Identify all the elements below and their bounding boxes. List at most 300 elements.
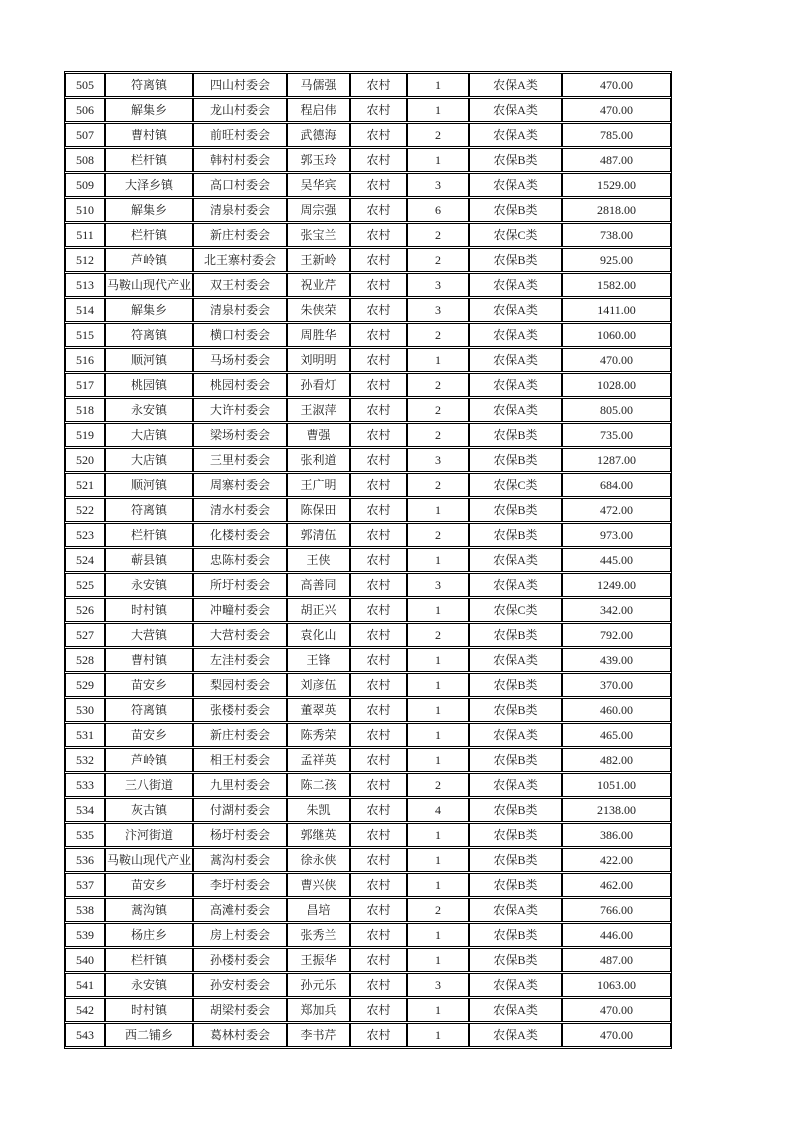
person-name-cell: 袁化山 [287, 623, 350, 647]
row-number-cell: 506 [65, 98, 105, 122]
row-number-cell: 508 [65, 148, 105, 172]
amount-cell: 462.00 [562, 873, 671, 897]
amount-cell: 805.00 [562, 398, 671, 422]
town-cell: 符离镇 [105, 73, 193, 97]
residence-type-cell: 农村 [350, 448, 407, 472]
table-row [65, 98, 671, 122]
person-count-cell: 2 [407, 423, 469, 447]
village-committee-cell: 冲疃村委会 [193, 598, 287, 622]
amount-cell: 1582.00 [562, 273, 671, 297]
table-row [65, 73, 671, 97]
residence-type-cell: 农村 [350, 523, 407, 547]
insurance-category-cell: 农保A类 [469, 998, 562, 1022]
row-number-cell: 537 [65, 873, 105, 897]
village-committee-cell: 清泉村委会 [193, 298, 287, 322]
row-number-cell: 519 [65, 423, 105, 447]
person-count-cell: 2 [407, 623, 469, 647]
row-number-cell: 542 [65, 998, 105, 1022]
row-number-cell: 534 [65, 798, 105, 822]
residence-type-cell: 农村 [350, 98, 407, 122]
town-cell: 永安镇 [105, 573, 193, 597]
village-committee-cell: 新庄村委会 [193, 723, 287, 747]
amount-cell: 470.00 [562, 1023, 671, 1047]
town-cell: 永安镇 [105, 973, 193, 997]
town-cell: 大泽乡镇 [105, 173, 193, 197]
residence-type-cell: 农村 [350, 973, 407, 997]
town-cell: 灰古镇 [105, 798, 193, 822]
village-committee-cell: 化楼村委会 [193, 523, 287, 547]
amount-cell: 422.00 [562, 848, 671, 872]
person-name-cell: 刘明明 [287, 348, 350, 372]
amount-cell: 446.00 [562, 923, 671, 947]
insurance-category-cell: 农保B类 [469, 623, 562, 647]
table-row [65, 448, 671, 472]
table-row [65, 623, 671, 647]
residence-type-cell: 农村 [350, 423, 407, 447]
insurance-category-cell: 农保C类 [469, 598, 562, 622]
person-name-cell: 祝业芹 [287, 273, 350, 297]
village-committee-cell: 大营村委会 [193, 623, 287, 647]
person-count-cell: 1 [407, 648, 469, 672]
town-cell: 蕲县镇 [105, 548, 193, 572]
amount-cell: 766.00 [562, 898, 671, 922]
residence-type-cell: 农村 [350, 798, 407, 822]
table-row [65, 348, 671, 372]
person-count-cell: 1 [407, 498, 469, 522]
insurance-category-cell: 农保A类 [469, 648, 562, 672]
residence-type-cell: 农村 [350, 348, 407, 372]
person-name-cell: 吴华宾 [287, 173, 350, 197]
person-name-cell: 武德海 [287, 123, 350, 147]
row-number-cell: 529 [65, 673, 105, 697]
residence-type-cell: 农村 [350, 298, 407, 322]
row-number-cell: 543 [65, 1023, 105, 1047]
table-row [65, 473, 671, 497]
residence-type-cell: 农村 [350, 223, 407, 247]
person-name-cell: 陈保田 [287, 498, 350, 522]
insurance-category-cell: 农保C类 [469, 223, 562, 247]
row-number-cell: 525 [65, 573, 105, 597]
amount-cell: 470.00 [562, 73, 671, 97]
person-count-cell: 2 [407, 523, 469, 547]
table-body [65, 73, 671, 1047]
amount-cell: 1287.00 [562, 448, 671, 472]
residence-type-cell: 农村 [350, 73, 407, 97]
person-name-cell: 王锋 [287, 648, 350, 672]
person-name-cell: 陈二孩 [287, 773, 350, 797]
table-row [65, 748, 671, 772]
village-committee-cell: 横口村委会 [193, 323, 287, 347]
town-cell: 时村镇 [105, 998, 193, 1022]
town-cell: 永安镇 [105, 398, 193, 422]
town-cell: 大店镇 [105, 448, 193, 472]
person-count-cell: 2 [407, 323, 469, 347]
residence-type-cell: 农村 [350, 498, 407, 522]
person-count-cell: 3 [407, 173, 469, 197]
person-count-cell: 1 [407, 998, 469, 1022]
amount-cell: 785.00 [562, 123, 671, 147]
row-number-cell: 539 [65, 923, 105, 947]
town-cell: 苗安乡 [105, 873, 193, 897]
table-row [65, 723, 671, 747]
row-number-cell: 515 [65, 323, 105, 347]
table-row [65, 123, 671, 147]
residence-type-cell: 农村 [350, 823, 407, 847]
insurance-category-cell: 农保B类 [469, 948, 562, 972]
amount-cell: 439.00 [562, 648, 671, 672]
person-name-cell: 董翠英 [287, 698, 350, 722]
amount-cell: 342.00 [562, 598, 671, 622]
amount-cell: 472.00 [562, 498, 671, 522]
row-number-cell: 526 [65, 598, 105, 622]
person-name-cell: 陈秀荣 [287, 723, 350, 747]
village-committee-cell: 四山村委会 [193, 73, 287, 97]
village-committee-cell: 三里村委会 [193, 448, 287, 472]
row-number-cell: 531 [65, 723, 105, 747]
row-number-cell: 530 [65, 698, 105, 722]
person-name-cell: 周胜华 [287, 323, 350, 347]
town-cell: 西二铺乡 [105, 1023, 193, 1047]
town-cell: 马鞍山现代产业 [105, 273, 193, 297]
row-number-cell: 505 [65, 73, 105, 97]
residence-type-cell: 农村 [350, 123, 407, 147]
table-row [65, 373, 671, 397]
village-committee-cell: 孙安村委会 [193, 973, 287, 997]
person-count-cell: 2 [407, 373, 469, 397]
town-cell: 苗安乡 [105, 723, 193, 747]
town-cell: 三八街道 [105, 773, 193, 797]
amount-cell: 792.00 [562, 623, 671, 647]
person-count-cell: 1 [407, 98, 469, 122]
town-cell: 符离镇 [105, 698, 193, 722]
person-count-cell: 1 [407, 823, 469, 847]
table-row [65, 298, 671, 322]
person-count-cell: 2 [407, 398, 469, 422]
amount-cell: 735.00 [562, 423, 671, 447]
person-name-cell: 王侠 [287, 548, 350, 572]
insurance-category-cell: 农保B类 [469, 848, 562, 872]
table-row [65, 673, 671, 697]
row-number-cell: 510 [65, 198, 105, 222]
table-row [65, 973, 671, 997]
residence-type-cell: 农村 [350, 923, 407, 947]
residence-type-cell: 农村 [350, 648, 407, 672]
village-committee-cell: 高口村委会 [193, 173, 287, 197]
person-name-cell: 张利道 [287, 448, 350, 472]
amount-cell: 1249.00 [562, 573, 671, 597]
table-row [65, 498, 671, 522]
insurance-category-cell: 农保A类 [469, 773, 562, 797]
amount-cell: 386.00 [562, 823, 671, 847]
insurance-category-cell: 农保B类 [469, 698, 562, 722]
town-cell: 时村镇 [105, 598, 193, 622]
town-cell: 解集乡 [105, 98, 193, 122]
person-name-cell: 高善同 [287, 573, 350, 597]
table-row [65, 998, 671, 1022]
residence-type-cell: 农村 [350, 848, 407, 872]
residence-type-cell: 农村 [350, 623, 407, 647]
village-committee-cell: 左洼村委会 [193, 648, 287, 672]
insurance-category-cell: 农保A类 [469, 273, 562, 297]
residence-type-cell: 农村 [350, 373, 407, 397]
village-committee-cell: 孙楼村委会 [193, 948, 287, 972]
table-row [65, 1023, 671, 1047]
insurance-category-cell: 农保B类 [469, 873, 562, 897]
village-committee-cell: 梁场村委会 [193, 423, 287, 447]
amount-cell: 460.00 [562, 698, 671, 722]
row-number-cell: 523 [65, 523, 105, 547]
amount-cell: 1063.00 [562, 973, 671, 997]
person-name-cell: 孙看灯 [287, 373, 350, 397]
town-cell: 蒿沟镇 [105, 898, 193, 922]
amount-cell: 1060.00 [562, 323, 671, 347]
person-count-cell: 1 [407, 948, 469, 972]
table-row [65, 248, 671, 272]
insurance-category-cell: 农保B类 [469, 523, 562, 547]
residence-type-cell: 农村 [350, 198, 407, 222]
amount-cell: 1028.00 [562, 373, 671, 397]
table-row [65, 798, 671, 822]
person-count-cell: 1 [407, 1023, 469, 1047]
amount-cell: 738.00 [562, 223, 671, 247]
village-committee-cell: 胡梁村委会 [193, 998, 287, 1022]
row-number-cell: 517 [65, 373, 105, 397]
person-count-cell: 1 [407, 698, 469, 722]
village-committee-cell: 马场村委会 [193, 348, 287, 372]
insurance-category-cell: 农保B类 [469, 248, 562, 272]
table-row [65, 823, 671, 847]
village-committee-cell: 前旺村委会 [193, 123, 287, 147]
insurance-category-cell: 农保A类 [469, 348, 562, 372]
table-row [65, 223, 671, 247]
amount-cell: 445.00 [562, 548, 671, 572]
person-name-cell: 张宝兰 [287, 223, 350, 247]
table-row [65, 773, 671, 797]
amount-cell: 470.00 [562, 98, 671, 122]
village-committee-cell: 清水村委会 [193, 498, 287, 522]
table-row [65, 848, 671, 872]
village-committee-cell: 龙山村委会 [193, 98, 287, 122]
town-cell: 汴河街道 [105, 823, 193, 847]
village-committee-cell: 忠陈村委会 [193, 548, 287, 572]
town-cell: 符离镇 [105, 498, 193, 522]
town-cell: 大营镇 [105, 623, 193, 647]
insurance-category-cell: 农保A类 [469, 898, 562, 922]
town-cell: 杨庄乡 [105, 923, 193, 947]
town-cell: 桃园镇 [105, 373, 193, 397]
person-name-cell: 周宗强 [287, 198, 350, 222]
row-number-cell: 512 [65, 248, 105, 272]
row-number-cell: 536 [65, 848, 105, 872]
person-count-cell: 6 [407, 198, 469, 222]
residence-type-cell: 农村 [350, 748, 407, 772]
town-cell: 芦岭镇 [105, 248, 193, 272]
person-name-cell: 曹强 [287, 423, 350, 447]
residence-type-cell: 农村 [350, 673, 407, 697]
amount-cell: 684.00 [562, 473, 671, 497]
person-count-cell: 4 [407, 798, 469, 822]
village-committee-cell: 高滩村委会 [193, 898, 287, 922]
row-number-cell: 516 [65, 348, 105, 372]
insurance-category-cell: 农保A类 [469, 398, 562, 422]
person-name-cell: 王广明 [287, 473, 350, 497]
table-row [65, 523, 671, 547]
table-row [65, 423, 671, 447]
row-number-cell: 535 [65, 823, 105, 847]
person-count-cell: 3 [407, 298, 469, 322]
residence-type-cell: 农村 [350, 473, 407, 497]
insurance-category-cell: 农保A类 [469, 173, 562, 197]
person-name-cell: 朱侠荣 [287, 298, 350, 322]
table-row [65, 873, 671, 897]
residence-type-cell: 农村 [350, 548, 407, 572]
table-row [65, 398, 671, 422]
insurance-category-cell: 农保B类 [469, 798, 562, 822]
insurance-category-cell: 农保A类 [469, 298, 562, 322]
table-row [65, 573, 671, 597]
person-count-cell: 1 [407, 73, 469, 97]
residence-type-cell: 农村 [350, 998, 407, 1022]
insurance-category-cell: 农保B类 [469, 673, 562, 697]
person-count-cell: 2 [407, 223, 469, 247]
village-committee-cell: 梨园村委会 [193, 673, 287, 697]
row-number-cell: 513 [65, 273, 105, 297]
residence-type-cell: 农村 [350, 898, 407, 922]
residence-type-cell: 农村 [350, 598, 407, 622]
person-name-cell: 曹兴侠 [287, 873, 350, 897]
person-name-cell: 王淑萍 [287, 398, 350, 422]
amount-cell: 973.00 [562, 523, 671, 547]
amount-cell: 925.00 [562, 248, 671, 272]
insurance-category-cell: 农保B类 [469, 823, 562, 847]
insurance-category-cell: 农保A类 [469, 73, 562, 97]
insurance-category-cell: 农保B类 [469, 498, 562, 522]
amount-cell: 470.00 [562, 998, 671, 1022]
person-count-cell: 1 [407, 598, 469, 622]
person-count-cell: 2 [407, 473, 469, 497]
village-committee-cell: 杨圩村委会 [193, 823, 287, 847]
row-number-cell: 540 [65, 948, 105, 972]
row-number-cell: 511 [65, 223, 105, 247]
town-cell: 顺河镇 [105, 473, 193, 497]
person-name-cell: 程启伟 [287, 98, 350, 122]
village-committee-cell: 桃园村委会 [193, 373, 287, 397]
village-committee-cell: 李圩村委会 [193, 873, 287, 897]
village-committee-cell: 房上村委会 [193, 923, 287, 947]
person-count-cell: 3 [407, 273, 469, 297]
village-committee-cell: 所圩村委会 [193, 573, 287, 597]
residence-type-cell: 农村 [350, 248, 407, 272]
village-committee-cell: 新庄村委会 [193, 223, 287, 247]
table-row [65, 148, 671, 172]
row-number-cell: 509 [65, 173, 105, 197]
person-count-cell: 1 [407, 873, 469, 897]
residence-type-cell: 农村 [350, 148, 407, 172]
amount-cell: 487.00 [562, 148, 671, 172]
insurance-category-cell: 农保A类 [469, 373, 562, 397]
row-number-cell: 524 [65, 548, 105, 572]
person-count-cell: 2 [407, 898, 469, 922]
town-cell: 大店镇 [105, 423, 193, 447]
insurance-category-cell: 农保B类 [469, 198, 562, 222]
town-cell: 栏杆镇 [105, 523, 193, 547]
row-number-cell: 541 [65, 973, 105, 997]
residence-type-cell: 农村 [350, 698, 407, 722]
amount-cell: 482.00 [562, 748, 671, 772]
row-number-cell: 520 [65, 448, 105, 472]
residence-type-cell: 农村 [350, 398, 407, 422]
amount-cell: 370.00 [562, 673, 671, 697]
table-row [65, 948, 671, 972]
amount-cell: 1411.00 [562, 298, 671, 322]
person-count-cell: 1 [407, 673, 469, 697]
village-committee-cell: 双王村委会 [193, 273, 287, 297]
person-count-cell: 1 [407, 723, 469, 747]
person-count-cell: 2 [407, 773, 469, 797]
table-row [65, 698, 671, 722]
residence-type-cell: 农村 [350, 323, 407, 347]
village-committee-cell: 九里村委会 [193, 773, 287, 797]
person-name-cell: 昌培 [287, 898, 350, 922]
amount-cell: 2138.00 [562, 798, 671, 822]
person-count-cell: 2 [407, 248, 469, 272]
insurance-category-cell: 农保A类 [469, 723, 562, 747]
person-name-cell: 张秀兰 [287, 923, 350, 947]
insurance-category-cell: 农保B类 [469, 748, 562, 772]
village-committee-cell: 韩村村委会 [193, 148, 287, 172]
person-name-cell: 孙元乐 [287, 973, 350, 997]
town-cell: 符离镇 [105, 323, 193, 347]
person-count-cell: 3 [407, 448, 469, 472]
insurance-category-cell: 农保A类 [469, 573, 562, 597]
insurance-category-cell: 农保A类 [469, 123, 562, 147]
insurance-category-cell: 农保A类 [469, 1023, 562, 1047]
village-committee-cell: 北王寨村委会 [193, 248, 287, 272]
insurance-category-cell: 农保B类 [469, 923, 562, 947]
amount-cell: 1051.00 [562, 773, 671, 797]
table-row [65, 898, 671, 922]
village-committee-cell: 相王村委会 [193, 748, 287, 772]
amount-cell: 487.00 [562, 948, 671, 972]
amount-cell: 2818.00 [562, 198, 671, 222]
residence-type-cell: 农村 [350, 773, 407, 797]
residence-type-cell: 农村 [350, 573, 407, 597]
amount-cell: 470.00 [562, 348, 671, 372]
table-row [65, 548, 671, 572]
insurance-category-cell: 农保A类 [469, 98, 562, 122]
row-number-cell: 538 [65, 898, 105, 922]
insurance-category-cell: 农保A类 [469, 973, 562, 997]
row-number-cell: 518 [65, 398, 105, 422]
row-number-cell: 507 [65, 123, 105, 147]
town-cell: 顺河镇 [105, 348, 193, 372]
person-count-cell: 3 [407, 573, 469, 597]
person-name-cell: 李书芹 [287, 1023, 350, 1047]
table-row [65, 323, 671, 347]
person-count-cell: 1 [407, 923, 469, 947]
person-count-cell: 3 [407, 973, 469, 997]
person-name-cell: 王振华 [287, 948, 350, 972]
person-count-cell: 1 [407, 548, 469, 572]
row-number-cell: 528 [65, 648, 105, 672]
insurance-category-cell: 农保B类 [469, 448, 562, 472]
village-committee-cell: 张楼村委会 [193, 698, 287, 722]
residence-type-cell: 农村 [350, 873, 407, 897]
town-cell: 曹村镇 [105, 123, 193, 147]
residence-type-cell: 农村 [350, 173, 407, 197]
row-number-cell: 527 [65, 623, 105, 647]
row-number-cell: 521 [65, 473, 105, 497]
